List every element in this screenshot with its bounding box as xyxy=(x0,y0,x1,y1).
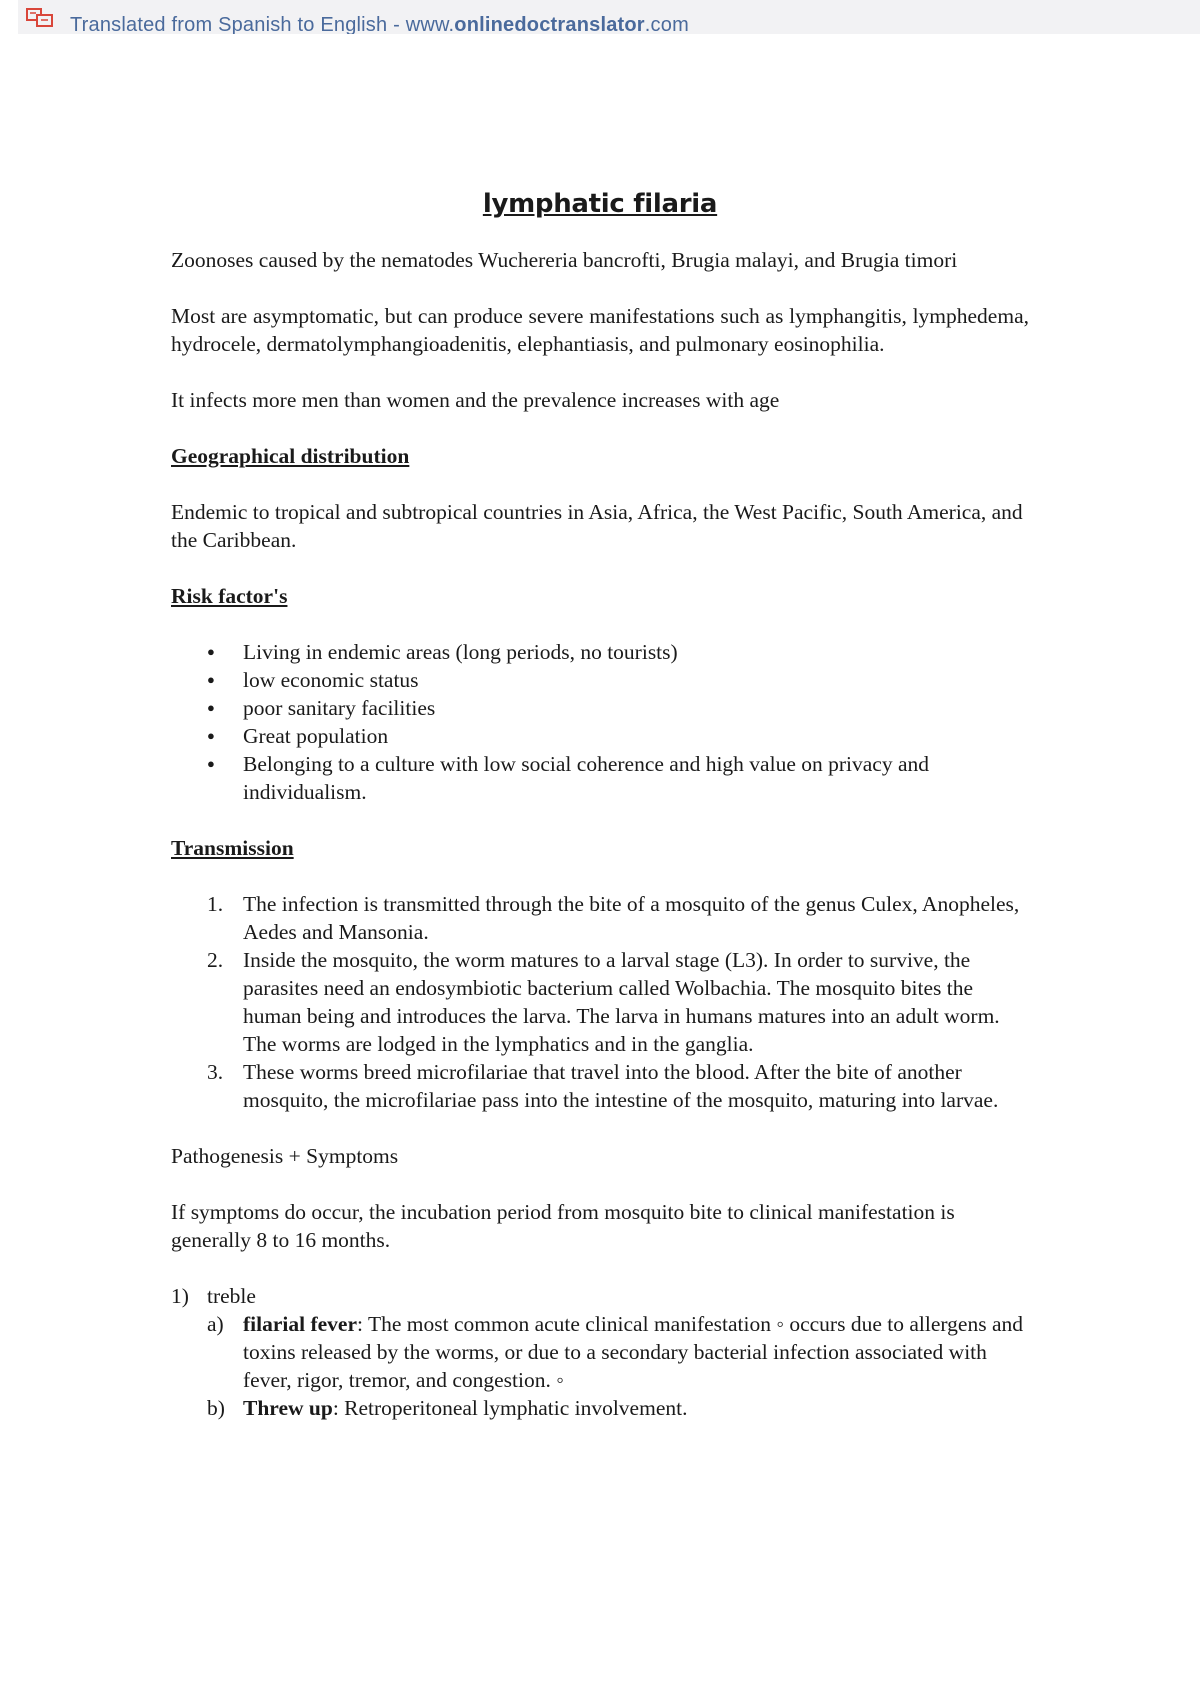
list-text: The infection is transmitted through the bite of a mosquito of the genus Culex, Anopheles, Aedes and Mansonia. xyxy=(243,892,1020,944)
list-number: b) xyxy=(207,1396,225,1420)
pathogenesis-paragraph: If symptoms do occur, the incubation period from mosquito bite to clinical manifestation is generally 8 to 16 months. xyxy=(171,1200,955,1252)
risk-factor-list xyxy=(171,638,1029,806)
translate-icon xyxy=(26,8,54,28)
list-item xyxy=(207,1058,1029,1114)
geo-heading: Geographical distribution xyxy=(171,444,410,468)
translation-banner xyxy=(18,0,1200,34)
intro-paragraph-2: Most are asymptomatic, but can produce severe manifestations such as lymphangitis, lymphedema, hydrocele, dermatolymphangioadenitis, elephantiasis, and pulmonary eosinophilia. xyxy=(171,304,1029,356)
symptom-list xyxy=(171,1282,1029,1422)
list-item xyxy=(207,890,1029,946)
list-text: These worms breed microfilariae that travel into the blood. After the bite of another mosquito, the microfilariae pass into the intestine of the mosquito, maturing into larvae. xyxy=(243,1060,999,1112)
list-item xyxy=(207,1394,1029,1422)
risk-heading: Risk factor's xyxy=(171,584,288,608)
pathogenesis-heading: Pathogenesis + Symptoms xyxy=(171,1144,399,1168)
transmission-list xyxy=(171,890,1029,1114)
symptom-sublist xyxy=(207,1310,1029,1422)
list-item: ● low economic status xyxy=(243,666,1029,694)
list-term: Threw up xyxy=(243,1396,333,1420)
symptom-list-label: treble xyxy=(207,1284,256,1308)
list-term: filarial fever xyxy=(243,1312,358,1336)
geo-paragraph: Endemic to tropical and subtropical countries in Asia, Africa, the West Pacific, South America, and the Caribbean. xyxy=(171,500,1023,552)
list-number: 1. xyxy=(207,892,224,916)
document-title: lymphatic filaria xyxy=(482,189,718,219)
list-number: 1) xyxy=(171,1284,189,1308)
intro-paragraph-1: Zoonoses caused by the nematodes Wuchereria bancrofti, Brugia malayi, and Brugia timori xyxy=(171,248,958,272)
list-text: Inside the mosquito, the worm matures to a larval stage (L3). In order to survive, the parasites need an endosymbiotic bacterium called Wolbachia. The mosquito bites the human being and introduces the larva. The larva in humans matures into an adult worm. The worms are lodged in the lymphatics and in the ganglia. xyxy=(243,948,1000,1056)
list-item: ● Belonging to a culture with low social coherence and high value on privacy and individualism. xyxy=(243,750,1029,806)
document-page xyxy=(171,188,1029,1422)
list-text: : Retroperitoneal lymphatic involvement. xyxy=(332,1396,688,1420)
list-item xyxy=(207,946,1029,1058)
list-item: ● Great population xyxy=(243,722,1029,750)
banner-text[interactable]: Translated from Spanish to English - www.onlinedoctranslator.com xyxy=(70,14,689,34)
list-number: a) xyxy=(207,1312,224,1336)
list-item xyxy=(207,1310,1029,1394)
list-number: 2. xyxy=(207,948,224,972)
transmission-heading: Transmission xyxy=(171,836,294,860)
list-text: : The most common acute clinical manifestation ◦ occurs due to allergens and toxins released by the worms, or due to a secondary bacterial infection associated with fever, rigor, tremor, and congestion. ◦ xyxy=(243,1312,1023,1392)
list-item: ● Living in endemic areas (long periods, no tourists) xyxy=(243,638,1029,666)
list-number: 3. xyxy=(207,1060,224,1084)
intro-paragraph-3: It infects more men than women and the prevalence increases with age xyxy=(171,388,780,412)
list-item: ● poor sanitary facilities xyxy=(243,694,1029,722)
